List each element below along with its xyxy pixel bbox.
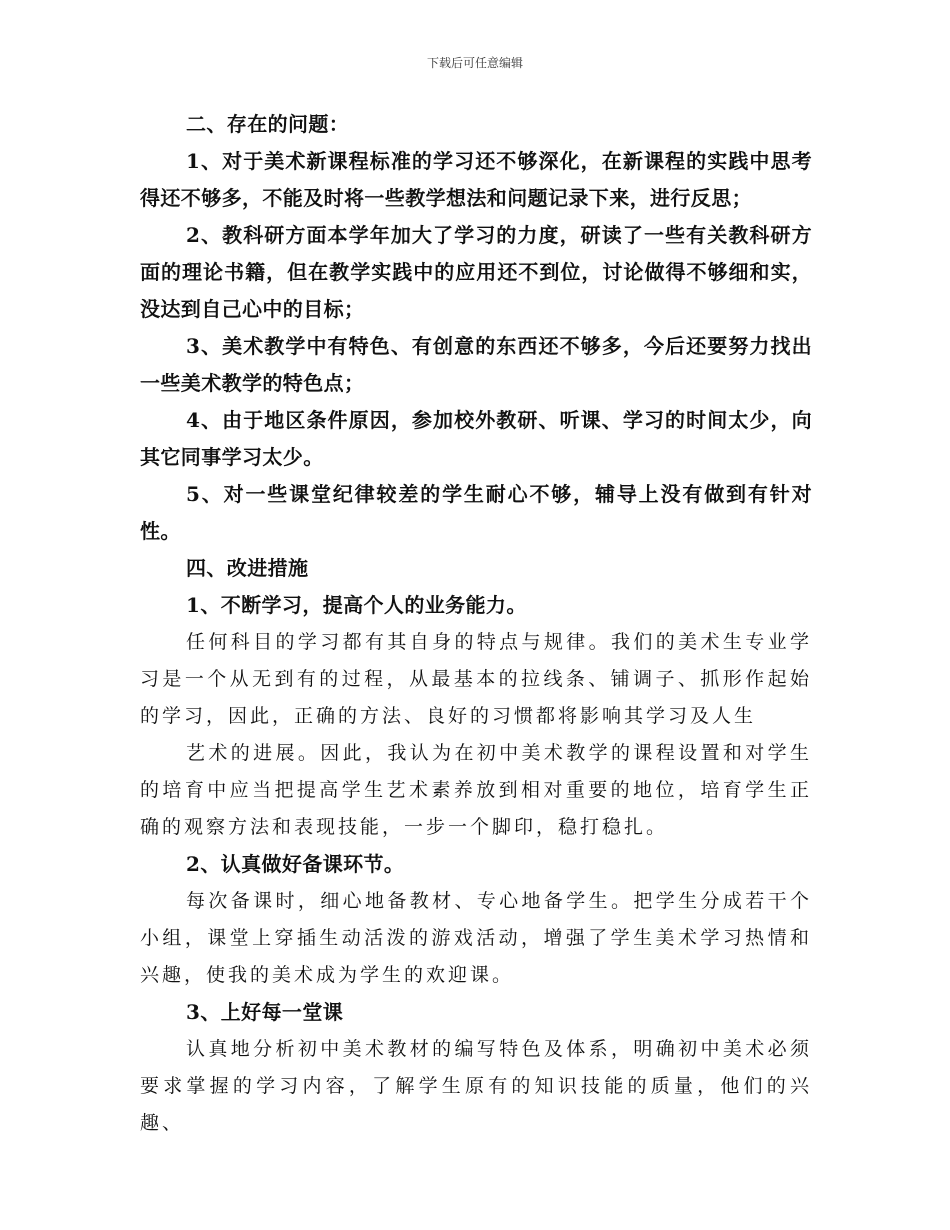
problem-item-4: 4、由于地区条件原因，参加校外教研、听课、学习的时间太少，向其它同事学习太少。 bbox=[140, 408, 812, 469]
document-body bbox=[140, 106, 812, 1142]
improvement-body-3: 认真地分析初中美术教材的编写特色及体系，明确初中美术必须要求掌握的学习内容，了解学生原有的知识技能的质量，他们的兴趣、 bbox=[140, 1038, 812, 1134]
improvement-heading-1: 1、不断学习，提高个人的业务能力。 bbox=[186, 593, 527, 617]
page-header: 下载后可任意编辑 bbox=[426, 56, 523, 70]
improvement-body-1b: 艺术的进展。因此，我认为在初中美术教学的课程设置和对学生的培育中应当把提高学生艺术素养放到相对重要的地位，培育学生正确的观察方法和表现技能，一步一个脚印，稳打稳扎。 bbox=[140, 742, 812, 838]
section-heading-problems: 二、存在的问题： bbox=[186, 112, 350, 136]
problem-item-2: 2、教科研方面本学年加大了学习的力度，研读了一些有关教科研方面的理论书籍，但在教学实践中的应用还不到位，讨论做得不够细和实，没达到自己心中的目标； bbox=[140, 223, 812, 321]
improvement-heading-3: 3、上好每一堂课 bbox=[186, 1000, 344, 1024]
improvement-body-1a: 任何科目的学习都有其自身的特点与规律。我们的美术生专业学习是一个从无到有的过程，从最基本的拉线条、铺调子、抓形作起始的学习，因此，正确的方法、良好的习惯都将影响其学习及人生 bbox=[140, 631, 812, 727]
problem-item-3: 3、美术教学中有特色、有创意的东西还不够多，今后还要努力找出一些美术教学的特色点； bbox=[140, 334, 812, 395]
improvement-body-2: 每次备课时，细心地备教材、专心地备学生。把学生分成若干个小组，课堂上穿插生动活泼的游戏活动，增强了学生美术学习热情和兴趣，使我的美术成为学生的欢迎课。 bbox=[140, 890, 812, 986]
improvement-heading-2: 2、认真做好备课环节。 bbox=[186, 852, 405, 876]
problem-item-1: 1、对于美术新课程标准的学习还不够深化，在新课程的实践中思考得还不够多，不能及时将一些教学想法和问题记录下来，进行反思； bbox=[140, 149, 812, 210]
problem-item-5: 5、对一些课堂纪律较差的学生耐心不够，辅导上没有做到有针对性。 bbox=[140, 482, 812, 543]
section-heading-improvements: 四、改进措施 bbox=[186, 556, 309, 580]
